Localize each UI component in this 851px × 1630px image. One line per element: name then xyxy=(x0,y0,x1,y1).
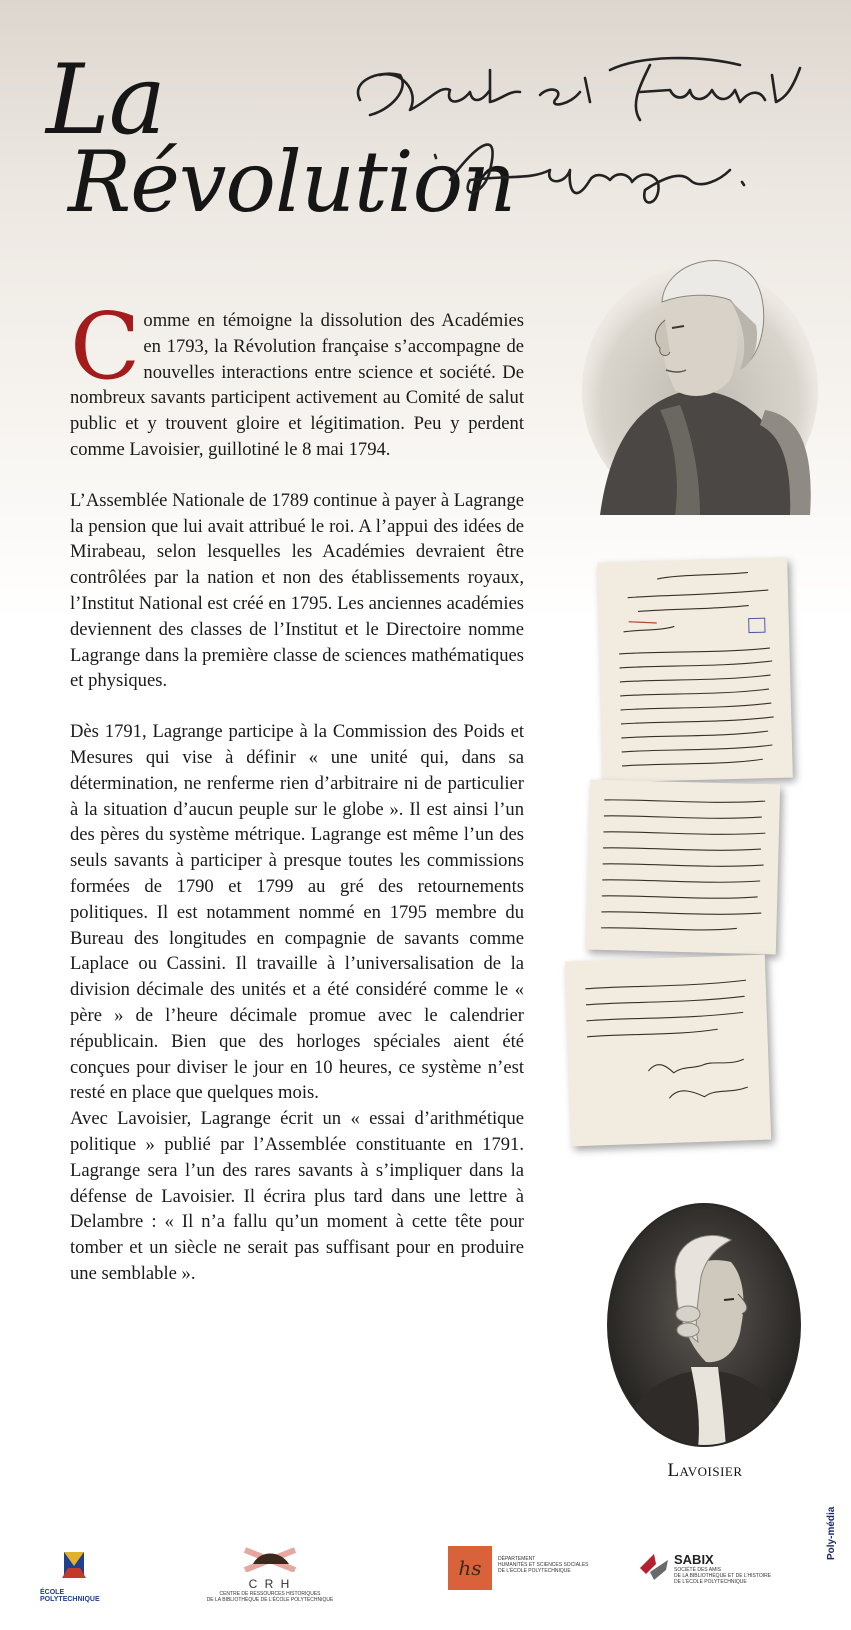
credit-label: Poly-média xyxy=(826,1506,837,1560)
crh-sub-1: CENTRE DE RESSOURCES HISTORIQUES xyxy=(219,1591,321,1597)
lavoisier-caption: Lavoisier xyxy=(667,1460,743,1481)
polytechnique-emblem-icon xyxy=(40,1550,120,1584)
lagrange-portrait-image xyxy=(580,240,820,515)
polytechnique-line-1: ÉCOLE xyxy=(40,1589,65,1596)
crh-bicorne-icon xyxy=(235,1546,305,1572)
crh-name: C R H xyxy=(248,1577,292,1591)
letter-page-3-script xyxy=(565,955,771,1147)
lavoisier-portrait-image xyxy=(606,1202,802,1448)
paragraph-2: L’Assemblée Nationale de 1789 continue à payer à Lagrange la pension que lui avait attribué le roi. A l’appui des idées de Mirabeau, selon lesquelles les Académies devraient être contrôlées par la nation et non des établissements royaux, l’Institut National est créé en 1795. Les anciennes académies deviennent des classes de l’Institut et le Directoire nomme Lagrange dans la première classe de sciences mathématiques et physiques. xyxy=(70,489,524,692)
crh-sub-2: DE LA BIBLIOTHÈQUE DE L’ÉCOLE POLYTECHNIQUE xyxy=(206,1597,334,1603)
sabix-line-1: SOCIÉTÉ DES AMIS xyxy=(674,1567,721,1573)
handwritten-letter-images xyxy=(600,560,820,1170)
logo-bar xyxy=(0,1540,851,1630)
sabix-name: SABIX xyxy=(674,1552,714,1567)
handwritten-signature-image xyxy=(340,30,820,220)
logo-crh xyxy=(205,1546,335,1612)
sabix-line-2: DE LA BIBLIOTHÈQUE ET DE L’HISTOIRE xyxy=(674,1573,772,1579)
hss-line-3: DE L’ÉCOLE POLYTECHNIQUE xyxy=(498,1568,571,1574)
letter-page-2-script xyxy=(586,780,780,955)
sabix-line-3: DE L’ÉCOLE POLYTECHNIQUE xyxy=(674,1579,747,1585)
drop-cap: C xyxy=(70,293,141,400)
main-text xyxy=(70,293,524,1312)
logo-sabix xyxy=(636,1550,786,1600)
sabix-emblem-icon xyxy=(636,1550,672,1584)
letter-page-1-script xyxy=(597,558,793,783)
hss-mark: hs xyxy=(458,1556,482,1580)
hss-mark-icon xyxy=(448,1546,492,1590)
paragraph-1 xyxy=(70,293,524,463)
paragraph-4: Avec Lavoisier, Lagrange écrit un « essai d’arithmétique politique » publié par l’Assemblée constituante en 1791. Lagrange sera l’un des rares savants à s’impliquer dans la défense de Lavoisier. Il écrira plus tard dans une lettre à Delambre : « Il n’a fallu qu’un moment à cette tête pour tomber et un siècle ne serait pas suffisant pour en produire une semblable ». xyxy=(70,1108,524,1284)
paragraph-1-text: omme en témoigne la dissolution des Académies en 1793, la Révolution française s’accompagne de nouvelles interactions entre science et société. De nombreux savants participent activement au Comité de salut public et y trouvent gloire et légitimation. Peu y perdent comme Lavoisier, guillotiné le 8 mai 1794. xyxy=(70,310,524,460)
polytechnique-line-2: POLYTECHNIQUE xyxy=(40,1596,100,1603)
paragraph-3: Dès 1791, Lagrange participe à la Commission des Poids et Mesures qui vise à définir « une unité qui, dans sa détermination, ne renferme rien d’arbitraire ni de particulier à la situation d’aucun peuple sur le globe ». Il est ainsi l’un des pères du système métrique. Lagrange est même l’un des seuls savants à participer à presque toutes les commissions formées de 1790 et 1799 au gré des retournements politiques. Il est notamment nommé en 1795 membre du Bureau des longitudes en compagnie de savants comme Laplace ou Cassini. Il travaille à l’universalisation de la division décimale des unités et a été considéré comme le « père » de l’heure décimale promue avec le calendrier républicain. Bien que des horloges spéciales aient été conçues pour diviser le jour en 10 heures, ce système n’est resté en place que quelques mois. xyxy=(70,721,524,1104)
logo-polytechnique xyxy=(40,1550,120,1610)
hss-line-2: HUMANITÉS ET SCIENCES SOCIALES xyxy=(498,1562,589,1568)
letter-page-2 xyxy=(586,780,780,955)
title-line-1: La xyxy=(46,44,165,156)
title-line-2: Révolution xyxy=(68,133,516,231)
logo-hss xyxy=(448,1546,598,1596)
letter-page-1 xyxy=(597,558,793,783)
hss-line-1: DÉPARTEMENT xyxy=(498,1556,536,1562)
letter-page-3 xyxy=(565,955,771,1147)
